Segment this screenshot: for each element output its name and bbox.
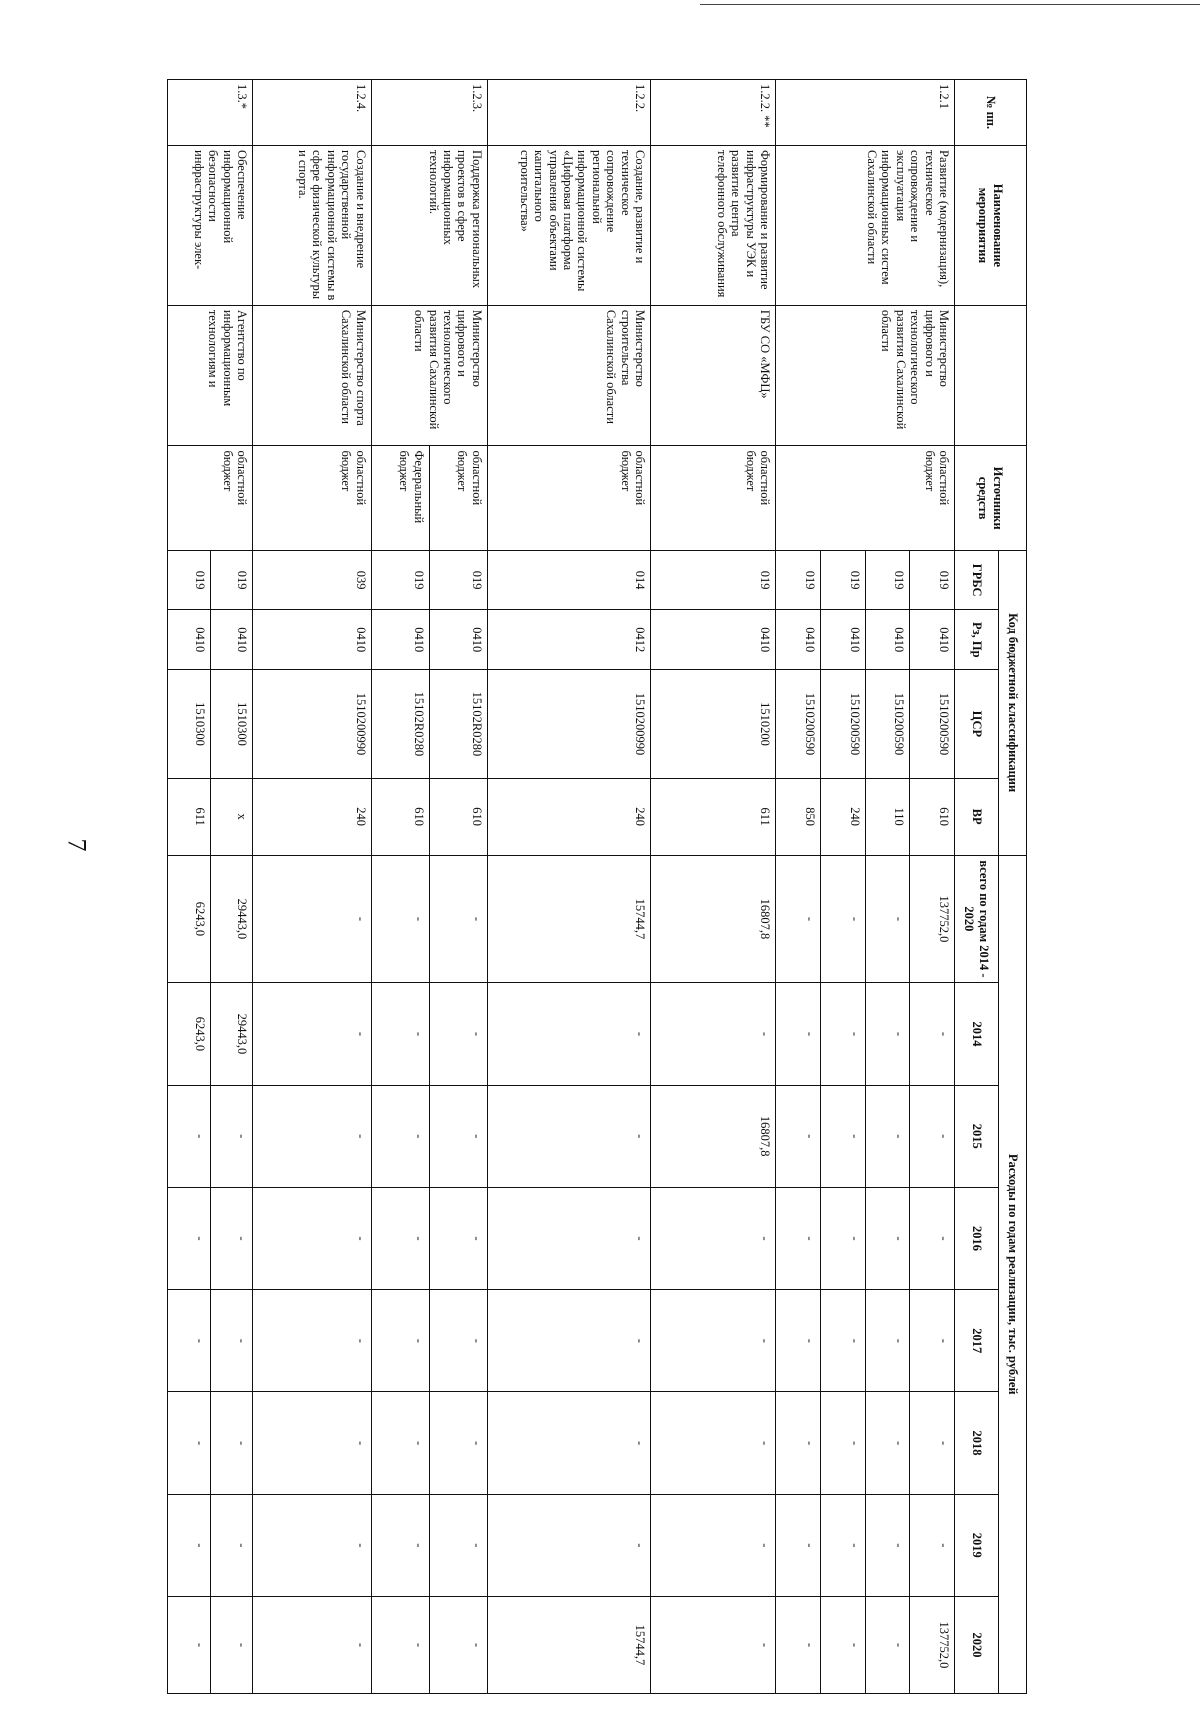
cell-2015: - [371,1085,429,1187]
cell-2018: - [776,1392,821,1494]
cell-2019: - [820,1494,865,1596]
header-2019: 2019 [955,1494,999,1596]
cell-2017: - [487,1290,650,1392]
cell-2014: - [429,983,487,1085]
row-source: областной бюджет [253,446,371,550]
cell-2019: - [168,1494,211,1596]
cell-2014: - [371,983,429,1085]
cell-2017: - [776,1290,821,1392]
cell-2016: - [210,1187,252,1289]
cell-vr: 240 [820,778,865,855]
row-executor: Агентство по информационным технологиям и [168,305,253,446]
row-name: Создание, развитие и техническое сопровождение региональной информационной системы «Цифровая платформа управления объектами капитального строительства» [487,146,650,306]
cell-2017: - [210,1290,252,1392]
cell-rzpr: 0410 [910,610,955,670]
cell-vr: x [210,778,252,855]
header-2017: 2017 [955,1290,999,1392]
cell-rzpr: 0410 [865,610,910,670]
cell-2017: - [910,1290,955,1392]
cell-grbs: 019 [650,550,775,610]
row-number: 1.3.* [168,80,253,146]
cell-2020: 15744,7 [487,1596,650,1693]
cell-2018: - [487,1392,650,1494]
cell-csr: 1510200590 [820,670,865,779]
cell-2016: - [865,1187,910,1289]
cell-vr: 240 [253,778,371,855]
cell-csr: 1510200590 [776,670,821,779]
cell-2017: - [168,1290,211,1392]
cell-2020: - [429,1596,487,1693]
cell-csr: 1510300 [168,670,211,779]
cell-grbs: 014 [487,550,650,610]
cell-2018: - [210,1392,252,1494]
cell-vr: 610 [429,778,487,855]
row-name: Создание и внедрение государственной информационной системы в сфере физической культуры и спорта. [253,146,371,306]
cell-vr: 850 [776,778,821,855]
row-number: 1.2.1 [776,80,955,146]
table-row [253,80,371,1694]
row-name: Обеспечение информационной безопасности инфраструктуры элек- [168,146,253,306]
table-row [487,80,650,1694]
cell-2014: 6243,0 [168,983,211,1085]
cell-2015: - [253,1085,371,1187]
cell-2020: - [776,1596,821,1693]
cell-2019: - [371,1494,429,1596]
header-2016: 2016 [955,1187,999,1289]
header-total: всего по годам 2014 - 2020 [955,855,999,983]
cell-2020: - [210,1596,252,1693]
cell-2015: - [776,1085,821,1187]
cell-grbs: 019 [776,550,821,610]
cell-2016: - [487,1187,650,1289]
cell-2016: - [776,1187,821,1289]
cell-csr: 1510200990 [487,670,650,779]
cell-rzpr: 0410 [210,610,252,670]
cell-grbs: 019 [210,550,252,610]
header-expenses-group: Расходы по годам реализации, тыс. рублей [999,855,1027,1693]
cell-2016: - [429,1187,487,1289]
cell-2015: - [487,1085,650,1187]
cell-2016: - [253,1187,371,1289]
row-executor: Министерство цифрового и технологического развития Сахалинской области [371,305,487,446]
row-source: Федеральный бюджет [371,446,429,550]
row-name: Поддержка региональных проектов в сфере информационных технологий. [371,146,487,306]
cell-total: - [776,855,821,983]
header-2018: 2018 [955,1392,999,1494]
row-source: областной бюджет [650,446,775,550]
row-source: областной бюджет [487,446,650,550]
cell-csr: 1510200590 [865,670,910,779]
cell-csr: 15102R0280 [429,670,487,779]
cell-2015: - [865,1085,910,1187]
cell-csr: 1510200 [650,670,775,779]
cell-total: - [371,855,429,983]
cell-grbs: 039 [253,550,371,610]
cell-rzpr: 0410 [168,610,211,670]
row-executor: Министерство спорта Сахалинской области [253,305,371,446]
row-number: 1.2.2. [487,80,650,146]
cell-2016: - [168,1187,211,1289]
header-csr: ЦСР [955,670,999,779]
header-name: Наименование мероприятия [955,146,1027,306]
row-source: областной бюджет [429,446,487,550]
cell-total: - [429,855,487,983]
cell-2015: - [210,1085,252,1187]
cell-rzpr: 0410 [820,610,865,670]
cell-2014: - [253,983,371,1085]
row-name: Формирование и развитие инфраструктуры УЭК и развитие центра телефонного обслуживания [650,146,775,306]
header-code-group: Код бюджетной классификации [999,550,1027,855]
table-row [910,80,955,1694]
cell-2020: - [253,1596,371,1693]
cell-total: - [820,855,865,983]
cell-2019: - [865,1494,910,1596]
cell-total: - [865,855,910,983]
cell-rzpr: 0410 [429,610,487,670]
budget-table [167,79,1027,1694]
table-row [210,80,252,1694]
table-row [650,80,775,1694]
cell-2019: - [253,1494,371,1596]
row-executor: Министерство цифрового и технологического развития Сахалинской области [776,305,955,446]
cell-2014: - [865,983,910,1085]
cell-2018: - [253,1392,371,1494]
cell-2018: - [820,1392,865,1494]
cell-2016: - [910,1187,955,1289]
cell-vr: 110 [865,778,910,855]
cell-2014: - [910,983,955,1085]
cell-rzpr: 0410 [776,610,821,670]
cell-rzpr: 0412 [487,610,650,670]
cell-rzpr: 0410 [650,610,775,670]
header-vr: ВР [955,778,999,855]
cell-csr: 1510200990 [253,670,371,779]
cell-total: 15744,7 [487,855,650,983]
cell-vr: 610 [371,778,429,855]
page-number: 7 [62,838,92,852]
cell-csr: 1510200590 [910,670,955,779]
cell-total: 6243,0 [168,855,211,983]
cell-2015: 16807,8 [650,1085,775,1187]
cell-vr: 611 [168,778,211,855]
cell-2018: - [865,1392,910,1494]
cell-2020: - [650,1596,775,1693]
cell-grbs: 019 [910,550,955,610]
header-executor [955,305,1027,446]
cell-2020: 137752,0 [910,1596,955,1693]
cell-2014: - [487,983,650,1085]
cell-vr: 611 [650,778,775,855]
row-source: областной бюджет [776,446,955,550]
cell-2019: - [650,1494,775,1596]
cell-2016: - [820,1187,865,1289]
cell-2020: - [865,1596,910,1693]
cell-total: - [253,855,371,983]
cell-2020: - [371,1596,429,1693]
cell-2018: - [650,1392,775,1494]
row-name: Развитие (модернизация), техническое сопровождение и эксплуатация информационных систем Сахалинской области [776,146,955,306]
cell-2015: - [429,1085,487,1187]
cell-2015: - [820,1085,865,1187]
cell-2017: - [820,1290,865,1392]
cell-2016: - [650,1187,775,1289]
header-source: Источники средств [955,446,1027,550]
cell-grbs: 019 [429,550,487,610]
cell-2017: - [650,1290,775,1392]
cell-rzpr: 0410 [253,610,371,670]
rotated-table-container [167,79,1027,1694]
table-row [429,80,487,1694]
header-2020: 2020 [955,1596,999,1693]
row-number: 1.2.2. ** [650,80,775,146]
cell-2014: - [776,983,821,1085]
cell-total: 16807,8 [650,855,775,983]
cell-2017: - [253,1290,371,1392]
cell-csr: 1510300 [210,670,252,779]
header-rzpr: Рз, Пр [955,610,999,670]
cell-2015: - [168,1085,211,1187]
header-no: № пп. [955,80,1027,146]
cell-total: 137752,0 [910,855,955,983]
row-number: 1.2.3. [371,80,487,146]
cell-2018: - [168,1392,211,1494]
cell-rzpr: 0410 [371,610,429,670]
cell-2018: - [371,1392,429,1494]
cell-vr: 610 [910,778,955,855]
cell-2018: - [429,1392,487,1494]
cell-2017: - [865,1290,910,1392]
cell-2017: - [429,1290,487,1392]
cell-2018: - [910,1392,955,1494]
row-executor: ГБУ СО «МФЦ» [650,305,775,446]
cell-csr: 15102R0280 [371,670,429,779]
scan-artifact-line [700,4,1200,5]
cell-total: 29443,0 [210,855,252,983]
cell-2019: - [429,1494,487,1596]
row-source: областной бюджет [168,446,253,550]
cell-2019: - [210,1494,252,1596]
cell-2019: - [776,1494,821,1596]
cell-2020: - [168,1596,211,1693]
cell-2016: - [371,1187,429,1289]
cell-grbs: 019 [371,550,429,610]
cell-grbs: 019 [820,550,865,610]
header-2015: 2015 [955,1085,999,1187]
row-number: 1.2.4. [253,80,371,146]
cell-vr: 240 [487,778,650,855]
cell-2014: - [820,983,865,1085]
row-executor: Министерство строительства Сахалинской области [487,305,650,446]
cell-2014: - [650,983,775,1085]
header-2014: 2014 [955,983,999,1085]
cell-grbs: 019 [168,550,211,610]
cell-grbs: 019 [865,550,910,610]
cell-2019: - [910,1494,955,1596]
header-grbs: ГРБС [955,550,999,610]
cell-2015: - [910,1085,955,1187]
cell-2014: 29443,0 [210,983,252,1085]
cell-2019: - [487,1494,650,1596]
cell-2020: - [820,1596,865,1693]
cell-2017: - [371,1290,429,1392]
